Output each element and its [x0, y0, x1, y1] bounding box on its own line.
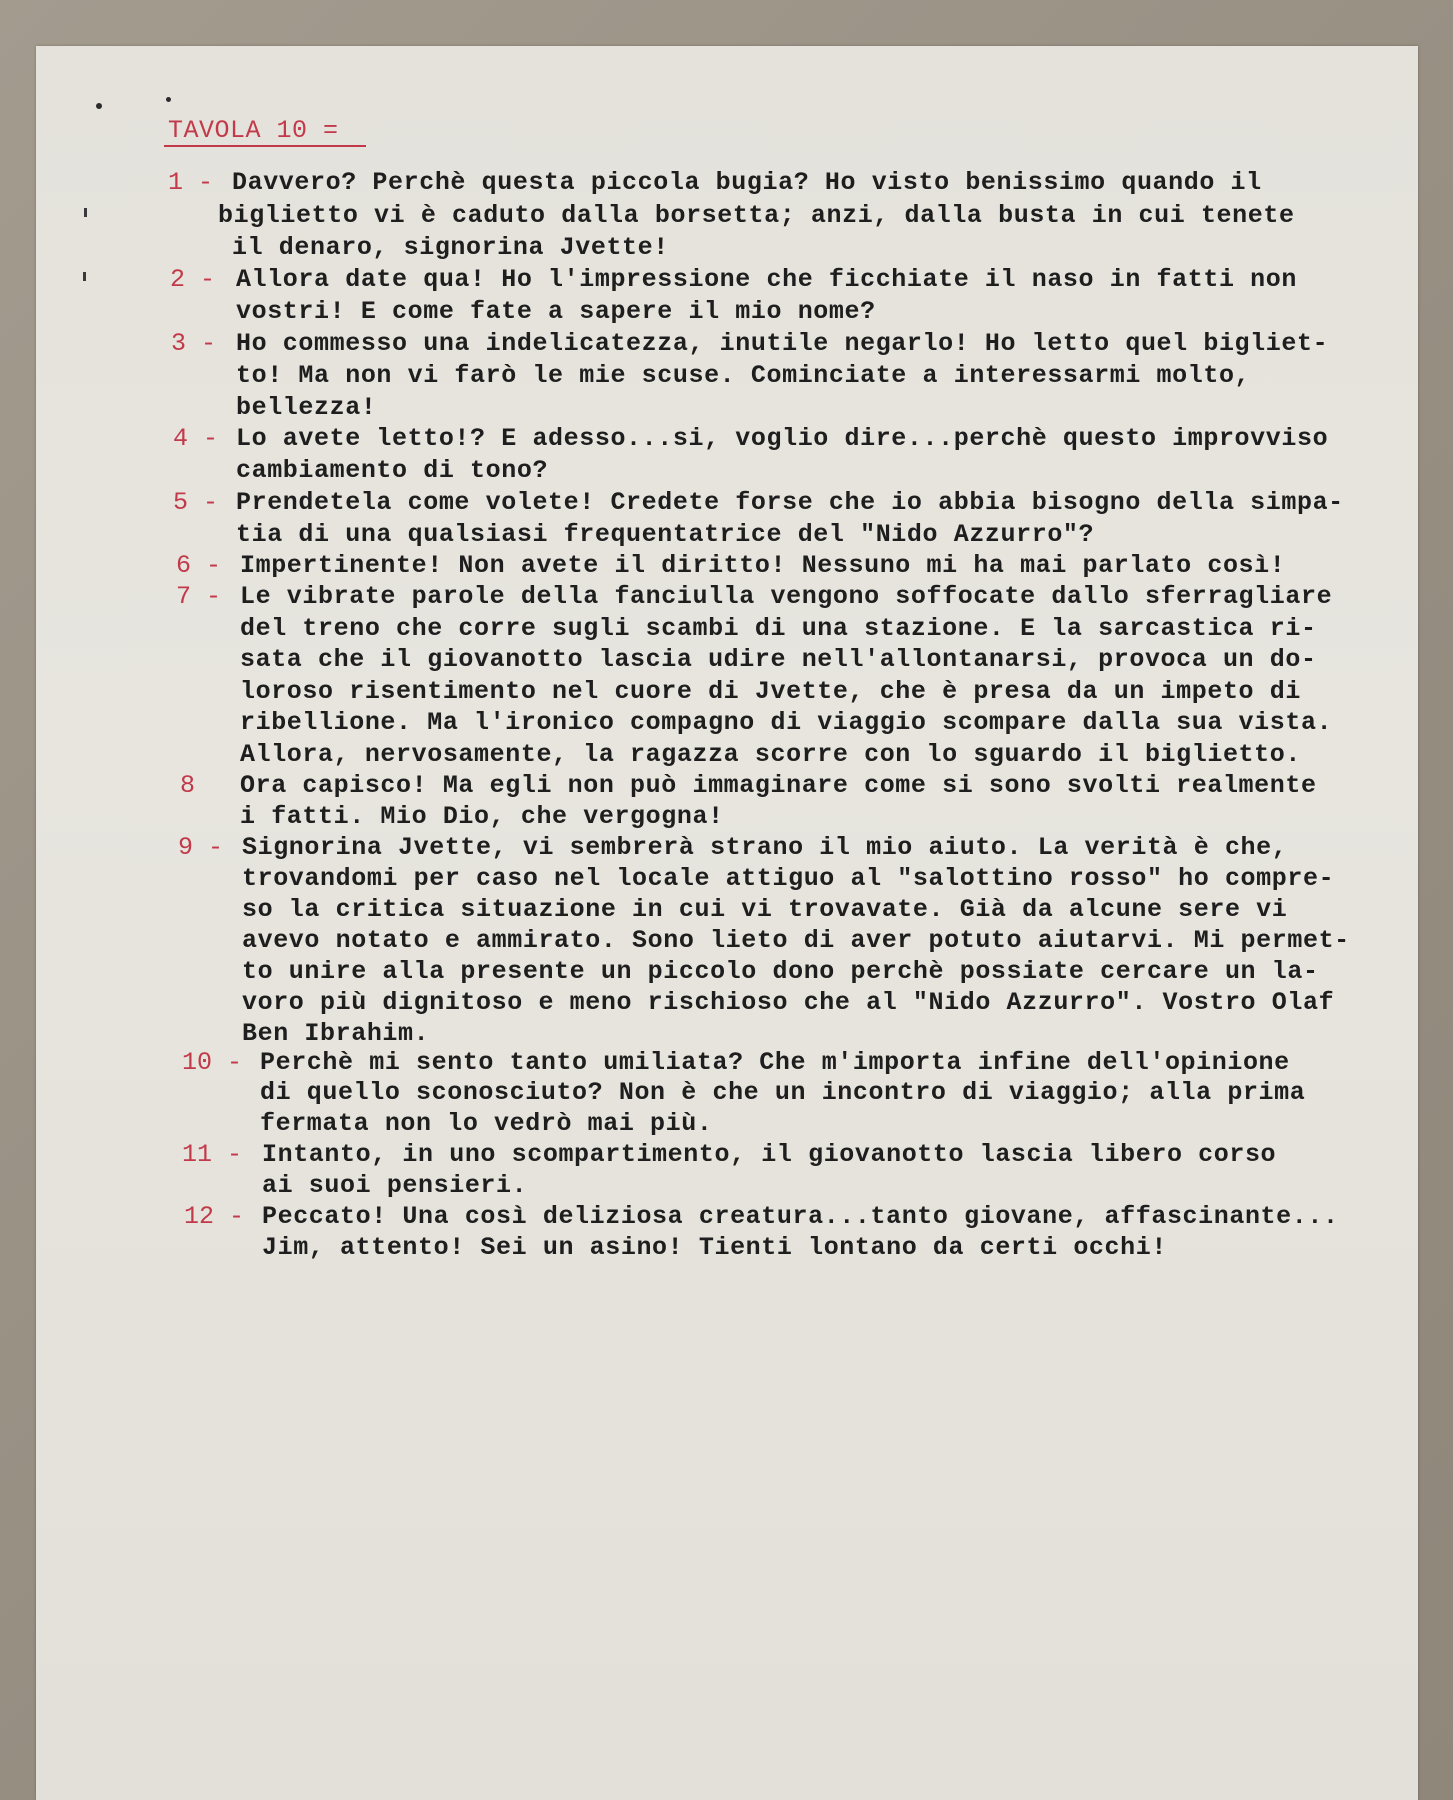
entry-line: tia di una qualsiasi frequentatrice del "Nido Azzurro"? [236, 520, 1095, 549]
entry-line: bellezza! [236, 393, 377, 422]
title-underline [164, 145, 366, 147]
entry-line: vostri! E come fate a sapere il mio nome? [236, 297, 876, 326]
entry-line: Allora, nervosamente, la ragazza scorre con lo sguardo il biglietto. [240, 740, 1301, 769]
entry-line: di quello sconosciuto? Non è che un incontro di viaggio; alla prima [260, 1078, 1306, 1107]
punch-hole-mark [96, 103, 102, 109]
entry-line: Intanto, in uno scompartimento, il giovanotto lascia libero corso [262, 1140, 1277, 1169]
entry-line: biglietto vi è caduto dalla borsetta; anzi, dalla busta in cui tenete [218, 201, 1295, 230]
entry-line: Ora capisco! Ma egli non può immaginare come si sono svolti realmente [240, 771, 1317, 800]
entry-number: 4 - [173, 424, 219, 453]
entry-line: trovandomi per caso nel locale attiguo al "salottino rosso" ho compre- [242, 864, 1335, 893]
entry-line: Le vibrate parole della fanciulla vengono soffocate dallo sferragliare [240, 582, 1333, 611]
entry-number: 12 - [184, 1202, 245, 1231]
entry-line: ai suoi pensieri. [262, 1171, 528, 1200]
entry-line: to! Ma non vi farò le mie scuse. Cominciate a interessarmi molto, [236, 361, 1251, 390]
entry-line: to unire alla presente un piccolo dono perchè possiate cercare un la- [242, 957, 1319, 986]
entry-line: Davvero? Perchè questa piccola bugia? Ho visto benissimo quando il [232, 168, 1262, 197]
entry-line: so la critica situazione in cui vi trovavate. Già da alcune sere vi [242, 895, 1288, 924]
entry-line: ribellione. Ma l'ironico compagno di viaggio scompare dalla sua vista. [240, 708, 1333, 737]
entry-number: 8 [180, 771, 196, 800]
entry-number: 5 - [173, 488, 219, 517]
entry-line: Jim, attento! Sei un asino! Tienti lontano da certi occhi! [262, 1233, 1167, 1262]
entry-line: sata che il giovanotto lascia udire nell'allontanarsi, provoca un do- [240, 645, 1317, 674]
entry-line: voro più dignitoso e meno rischioso che al "Nido Azzurro". Vostro Olaf [242, 988, 1335, 1017]
entry-number: 3 - [171, 329, 217, 358]
entry-line: Signorina Jvette, vi sembrerà strano il mio aiuto. La verità è che, [242, 833, 1288, 862]
page-title: TAVOLA 10 = [168, 116, 339, 145]
entry-line: Ho commesso una indelicatezza, inutile negarlo! Ho letto quel bigliet- [236, 329, 1329, 358]
entry-number: 6 - [176, 551, 222, 580]
entry-line: Prendetela come volete! Credete forse che io abbia bisogno della simpa- [236, 488, 1344, 517]
entry-number: 2 - [170, 265, 216, 294]
entry-line: Lo avete letto!? E adesso...si, voglio dire...perchè questo improvviso [236, 424, 1329, 453]
entry-line: i fatti. Mio Dio, che vergogna! [240, 802, 724, 831]
entry-line: avevo notato e ammirato. Sono lieto di aver potuto aiutarvi. Mi permet- [242, 926, 1350, 955]
margin-mark [83, 272, 86, 281]
entry-number: 7 - [176, 582, 222, 611]
entry-line: Ben Ibrahim. [242, 1019, 430, 1048]
entry-line: cambiamento di tono? [236, 456, 549, 485]
entry-line: del treno che corre sugli scambi di una stazione. E la sarcastica ri- [240, 614, 1317, 643]
entry-line: Perchè mi sento tanto umiliata? Che m'importa infine dell'opinione [260, 1048, 1290, 1077]
margin-mark [84, 208, 87, 217]
entry-number: 11 - [182, 1140, 243, 1169]
entry-line: il denaro, signorina Jvette! [232, 233, 669, 262]
entry-line: fermata non lo vedrò mai più. [260, 1109, 713, 1138]
punch-hole-mark [166, 97, 171, 102]
entry-line: Allora date qua! Ho l'impressione che ficchiate il naso in fatti non [236, 265, 1297, 294]
entry-line: Peccato! Una così deliziosa creatura...tanto giovane, affascinante... [262, 1202, 1339, 1231]
entry-number: 9 - [178, 833, 224, 862]
entry-number: 10 - [182, 1048, 243, 1077]
entry-number: 1 - [168, 168, 214, 197]
entry-line: loroso risentimento nel cuore di Jvette, che è presa da un impeto di [240, 677, 1301, 706]
entry-line: Impertinente! Non avete il diritto! Nessuno mi ha mai parlato così! [240, 551, 1286, 580]
